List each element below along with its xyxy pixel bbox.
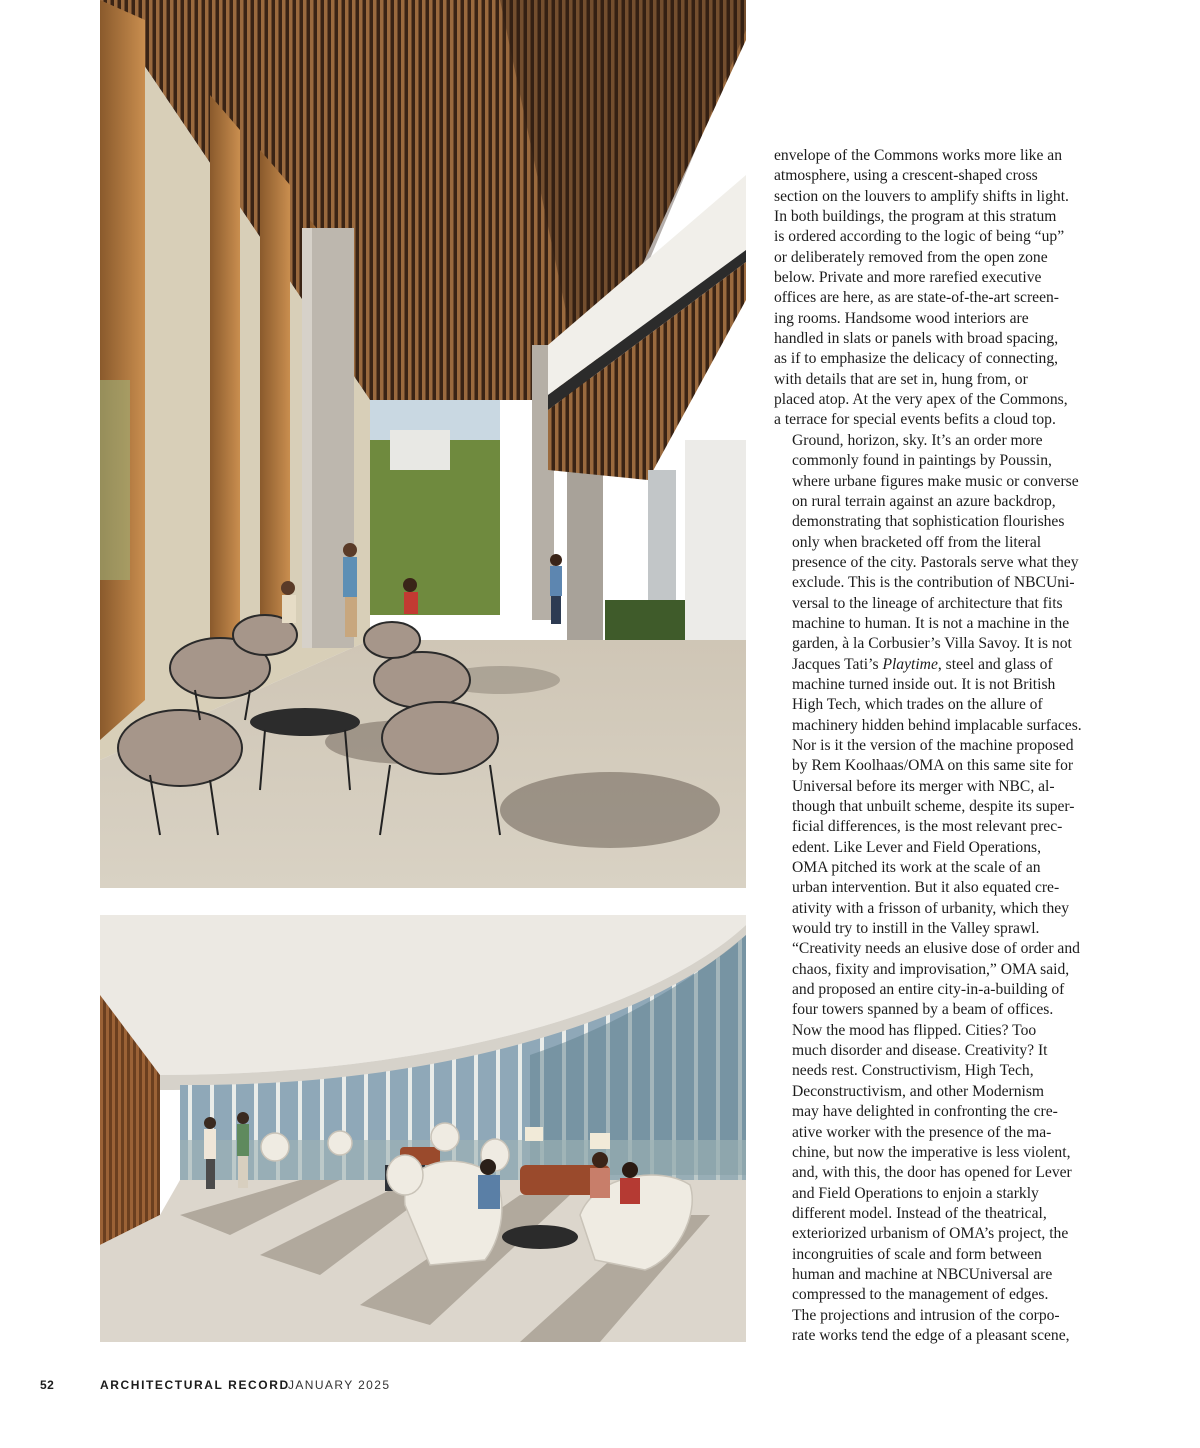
text-line: Ground, horizon, sky. It’s an order more [792, 431, 1043, 449]
text-line: Nor is it the version of the machine proposed [792, 736, 1074, 754]
text-line: offices are here, as are state-of-the-art screen- [774, 289, 1059, 307]
text-line: machine turned inside out. It is not British [792, 675, 1056, 693]
text-line: Now the mood has flipped. Cities? Too [792, 1021, 1037, 1039]
text-line: garden, à la Corbusier’s Villa Savoy. It is not [792, 635, 1072, 653]
text-line: Universal before its merger with NBC, al- [792, 777, 1055, 795]
text-line: is ordered according to the logic of being “up” [774, 228, 1065, 246]
text-line: Jacques Tati’s Playtime, steel and glass of [792, 655, 1053, 673]
text-line: The projections and intrusion of the corpo- [792, 1306, 1060, 1324]
text-line: only when bracketed off from the literal [792, 533, 1042, 551]
text-line: and, with this, the door has opened for Lever [792, 1164, 1072, 1182]
text-line: would try to instill in the Valley sprawl. [792, 920, 1040, 938]
text-line: chine, but now the imperative is less violent, [792, 1143, 1071, 1161]
article-paragraph [774, 1021, 1090, 1347]
text-line: with details that are set in, hung from, or [774, 370, 1028, 388]
article-paragraph [774, 146, 1090, 431]
text-line: High Tech, which trades on the allure of [792, 696, 1043, 714]
text-line: In both buildings, the program at this stratum [774, 208, 1057, 226]
text-line: ativity with a frisson of urbanity, which they [792, 899, 1070, 917]
text-line: exclude. This is the contribution of NBCUni- [792, 574, 1075, 592]
text-line: much disorder and disease. Creativity? It [792, 1042, 1048, 1060]
text-line: and proposed an entire city-in-a-building of [792, 981, 1065, 999]
text-line: incongruities of scale and form between [792, 1245, 1042, 1263]
atrium-lounge-illustration [100, 0, 746, 888]
text-line: four towers spanned by a beam of offices. [792, 1001, 1054, 1019]
text-line: on rural terrain against an azure backdrop, [792, 492, 1056, 510]
article-paragraph [774, 431, 1090, 1021]
page-footer [0, 1378, 1200, 1398]
text-line: Deconstructivism, and other Modernism [792, 1082, 1045, 1100]
text-line: ficial differences, is the most relevant prec- [792, 818, 1063, 836]
article-body [774, 146, 1090, 1346]
text-line: presence of the city. Pastorals serve what they [792, 553, 1079, 571]
atrium-lounge-photo [100, 0, 746, 888]
text-line: placed atop. At the very apex of the Commons, [774, 391, 1068, 409]
text-line: “Creativity needs an elusive dose of order and [792, 940, 1080, 958]
text-line: demonstrating that sophistication flourishes [792, 513, 1065, 531]
page-number: 52 [40, 1378, 55, 1392]
text-line: commonly found in paintings by Poussin, [792, 452, 1052, 470]
curved-glass-corridor-illustration [100, 915, 746, 1342]
text-line: by Rem Koolhaas/OMA on this same site for [792, 757, 1074, 775]
text-line: chaos, fixity and improvisation,” OMA said, [792, 960, 1070, 978]
text-line: may have delighted in confronting the cre- [792, 1103, 1058, 1121]
text-line: a terrace for special events befits a cloud top. [774, 411, 1056, 429]
text-line: needs rest. Constructivism, High Tech, [792, 1062, 1034, 1080]
text-line: as if to emphasize the delicacy of connecting, [774, 350, 1059, 368]
curved-glass-corridor-photo [100, 915, 746, 1342]
text-line: machine to human. It is not a machine in the [792, 614, 1070, 632]
text-line: section on the louvers to amplify shifts in light. [774, 187, 1069, 205]
text-line: ing rooms. Handsome wood interiors are [774, 309, 1029, 327]
text-line: or deliberately removed from the open zone [774, 248, 1048, 266]
text-line: though that unbuilt scheme, despite its super- [792, 798, 1075, 815]
text-line: envelope of the Commons works more like an [774, 147, 1062, 164]
text-line: human and machine at NBCUniversal are [792, 1265, 1053, 1283]
text-line: below. Private and more rarefied executive [774, 269, 1042, 287]
text-line: edent. Like Lever and Field Operations, [792, 838, 1041, 856]
text-line: versal to the lineage of architecture that fits [792, 594, 1063, 612]
text-line: ative worker with the presence of the ma- [792, 1123, 1052, 1141]
text-line: different model. Instead of the theatrical, [792, 1204, 1047, 1222]
text-line: compressed to the management of edges. [792, 1286, 1049, 1304]
magazine-name: ARCHITECTURAL RECORD [100, 1378, 290, 1392]
text-line: OMA pitched its work at the scale of an [792, 859, 1041, 877]
text-line: urban intervention. But it also equated cre- [792, 879, 1060, 897]
text-line: and Field Operations to enjoin a starkly [792, 1184, 1039, 1202]
text-line: where urbane figures make music or converse [792, 472, 1079, 490]
text-line: rate works tend the edge of a pleasant scene, [792, 1326, 1070, 1344]
issue-date: JANUARY 2025 [288, 1378, 391, 1392]
text-line: exteriorized urbanism of OMA’s project, the [792, 1225, 1069, 1243]
text-line: atmosphere, using a crescent-shaped cross [774, 167, 1038, 185]
text-line: machinery hidden behind implacable surfaces. [792, 716, 1082, 734]
text-line: handled in slats or panels with broad spacing, [774, 330, 1059, 348]
